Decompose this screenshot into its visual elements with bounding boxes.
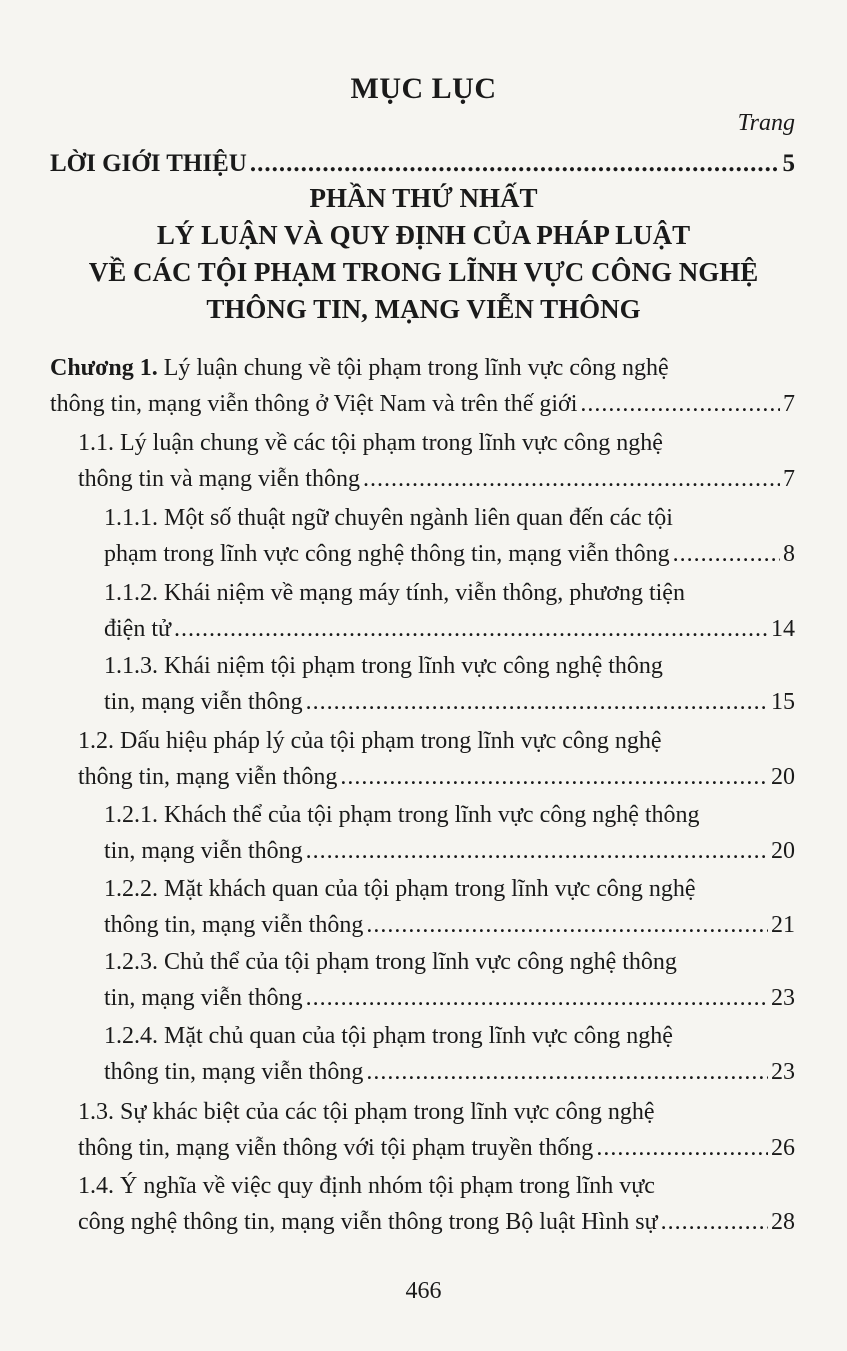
toc-entry-line: 1.1. Lý luận chung về các tội phạm trong lĩnh vực công nghệ <box>78 430 663 456</box>
leader-dots <box>306 980 768 1016</box>
leader-dots <box>366 907 768 943</box>
toc-entry-intro[interactable] <box>50 146 795 182</box>
toc-entry-line: 1.2. Dấu hiệu pháp lý của tội phạm trong lĩnh vực công nghệ <box>78 728 662 754</box>
page-number: 466 <box>405 1278 442 1304</box>
toc-entry-line: thông tin, mạng viễn thông ở Việt Nam và trên thế giới <box>50 391 578 417</box>
toc-page-number: 23 <box>771 985 795 1011</box>
toc-entry-line: tin, mạng viễn thông <box>104 689 303 715</box>
leader-dots <box>661 1204 768 1240</box>
toc-entry-line: 1.4. Ý nghĩa về việc quy định nhóm tội phạm trong lĩnh vực <box>78 1173 655 1199</box>
toc-page-number: 26 <box>771 1135 795 1161</box>
toc-entry-line: thông tin và mạng viễn thông <box>78 466 360 492</box>
toc-page-number: 28 <box>771 1209 795 1235</box>
toc-entry-line: 1.1.3. Khái niệm tội phạm trong lĩnh vực công nghệ thông <box>104 653 663 679</box>
leader-dots <box>340 759 768 795</box>
toc-entry[interactable] <box>104 797 795 869</box>
toc-entry[interactable] <box>104 1018 795 1090</box>
toc-title: MỤC LỤC <box>350 72 497 105</box>
toc-entry-line: 1.3. Sự khác biệt của các tội phạm trong lĩnh vực công nghệ <box>78 1099 655 1125</box>
toc-page-number: 14 <box>771 616 795 642</box>
toc-entry-line: Lý luận chung về tội phạm trong lĩnh vực công nghệ <box>163 355 669 381</box>
toc-entry[interactable] <box>104 871 795 943</box>
page-column-label: Trang <box>737 110 795 136</box>
leader-dots <box>596 1130 768 1166</box>
toc-page-number: 5 <box>782 150 795 177</box>
toc-entry-line: 1.2.1. Khách thể của tội phạm trong lĩnh vực công nghệ thông <box>104 802 700 828</box>
toc-page-number: 20 <box>771 838 795 864</box>
leader-dots <box>250 146 780 182</box>
toc-entry-line: 1.2.2. Mặt khách quan của tội phạm trong lĩnh vực công nghệ <box>104 876 696 902</box>
leader-dots <box>174 611 768 647</box>
toc-entry-line: 1.2.3. Chủ thể của tội phạm trong lĩnh vực công nghệ thông <box>104 949 677 975</box>
toc-entry-line: 1.2.4. Mặt chủ quan của tội phạm trong lĩnh vực công nghệ <box>104 1023 673 1049</box>
toc-entry-line: thông tin, mạng viễn thông <box>104 912 364 938</box>
toc-entry[interactable] <box>104 575 795 647</box>
part-heading-line: PHẦN THỨ NHẤT <box>309 183 538 213</box>
toc-entry-line: công nghệ thông tin, mạng viễn thông trong Bộ luật Hình sự <box>78 1209 658 1235</box>
toc-entry-line: điện tử <box>104 616 171 642</box>
toc-entry[interactable] <box>78 723 795 795</box>
toc-page-number: 20 <box>771 764 795 790</box>
toc-page-number: 15 <box>771 689 795 715</box>
toc-entry[interactable] <box>104 648 795 720</box>
toc-entry-line: tin, mạng viễn thông <box>104 838 303 864</box>
toc-entry-label: LỜI GIỚI THIỆU <box>50 150 247 177</box>
leader-dots <box>366 1054 768 1090</box>
leader-dots <box>580 386 780 422</box>
toc-entry[interactable] <box>104 944 795 1016</box>
leader-dots <box>673 536 780 572</box>
toc-entry-line: thông tin, mạng viễn thông <box>104 1059 364 1085</box>
toc-page-number: 7 <box>783 391 795 417</box>
leader-dots <box>363 461 780 497</box>
toc-entry-line: thông tin, mạng viễn thông với tội phạm truyền thống <box>78 1135 594 1161</box>
toc-entry-line: 1.1.1. Một số thuật ngữ chuyên ngành liên quan đến các tội <box>104 505 673 531</box>
toc-page-number: 7 <box>783 466 795 492</box>
part-heading-line: VỀ CÁC TỘI PHẠM TRONG LĨNH VỰC CÔNG NGHỆ <box>88 257 759 287</box>
toc-entry[interactable] <box>104 500 795 572</box>
toc-entry-chapter-1[interactable] <box>50 350 795 422</box>
toc-page-number: 23 <box>771 1059 795 1085</box>
part-heading-line: LÝ LUẬN VÀ QUY ĐỊNH CỦA PHÁP LUẬT <box>156 220 691 250</box>
part-heading-line: THÔNG TIN, MẠNG VIỄN THÔNG <box>206 294 641 324</box>
toc-entry-line: 1.1.2. Khái niệm về mạng máy tính, viễn thông, phương tiện <box>104 580 685 606</box>
part-heading <box>0 180 847 328</box>
toc-entry-line: thông tin, mạng viễn thông <box>78 764 338 790</box>
chapter-label: Chương 1. <box>50 355 158 381</box>
toc-entry-line: tin, mạng viễn thông <box>104 985 303 1011</box>
toc-page-number: 21 <box>771 912 795 938</box>
leader-dots <box>306 684 768 720</box>
leader-dots <box>306 833 768 869</box>
toc-entry[interactable] <box>78 425 795 497</box>
toc-entry-line: phạm trong lĩnh vực công nghệ thông tin, mạng viễn thông <box>104 541 670 567</box>
toc-entry[interactable] <box>78 1168 795 1240</box>
toc-page-number: 8 <box>783 541 795 567</box>
toc-entry[interactable] <box>78 1094 795 1166</box>
